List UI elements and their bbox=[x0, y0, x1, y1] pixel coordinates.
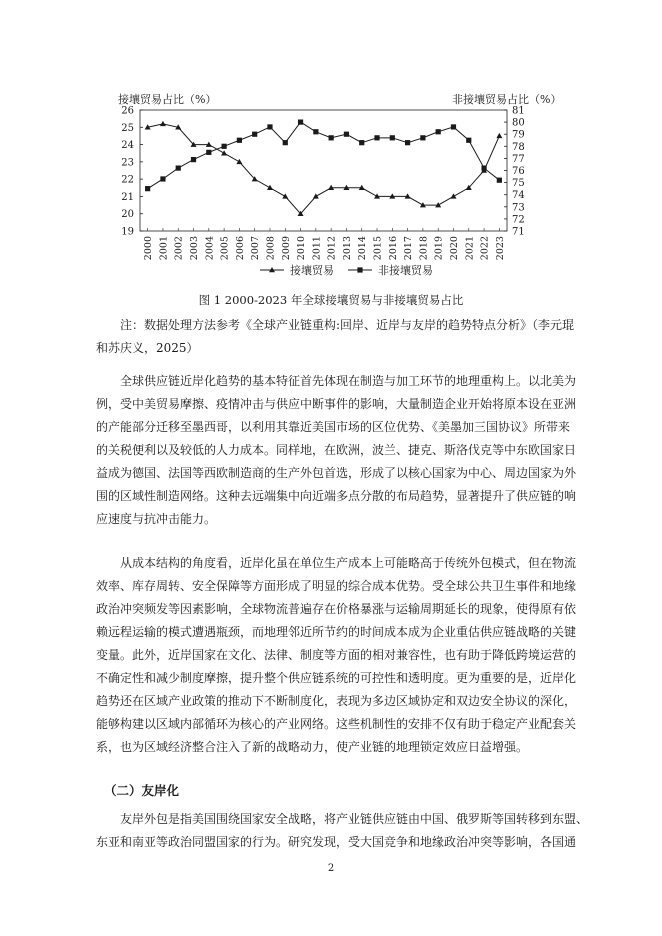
left-tick-label: 23 bbox=[121, 157, 134, 169]
data-point-triangle bbox=[450, 193, 456, 198]
data-point-square bbox=[206, 150, 211, 155]
data-point-square bbox=[298, 120, 303, 125]
right-tick-label: 73 bbox=[512, 202, 525, 214]
x-tick-label: 2000 bbox=[143, 236, 155, 261]
data-point-square bbox=[191, 157, 196, 162]
left-tick-label: 22 bbox=[121, 174, 134, 186]
data-point-square bbox=[237, 138, 242, 143]
data-point-square bbox=[466, 138, 471, 143]
right-tick-label: 75 bbox=[512, 178, 525, 190]
paragraph-line: 友岸外包是指美国围绕国家安全战略，将产业链供应链由中国、俄罗斯等国转移到东盟、 bbox=[120, 812, 589, 826]
data-point-square bbox=[451, 124, 456, 129]
right-tick-label: 80 bbox=[512, 117, 525, 129]
x-tick-label: 2007 bbox=[250, 236, 262, 261]
paragraph-line: 应速度与抗冲击能力。 bbox=[96, 512, 217, 526]
series-line-1 bbox=[148, 124, 500, 214]
right-tick-label: 79 bbox=[512, 129, 525, 141]
data-point-square bbox=[313, 129, 318, 134]
left-tick-label: 20 bbox=[121, 209, 134, 221]
data-point-square bbox=[390, 135, 395, 140]
right-axis-title: 非接壤贸易占比（%） bbox=[452, 93, 562, 106]
x-tick-label: 2020 bbox=[448, 236, 460, 261]
paragraph-line: 不确定性和减少制度摩擦，提升整个供应链系统的可控性和透明度。更为重要的是，近岸化 bbox=[96, 671, 577, 685]
paragraph-line: 的产能部分迁移至墨西哥，以利用其靠近美国市场的区位优势、《美墨加三国协议》所带来 bbox=[96, 420, 571, 434]
data-point-triangle bbox=[221, 150, 227, 155]
legend-label-1: 接壤贸易 bbox=[290, 264, 334, 277]
left-tick-label: 19 bbox=[121, 226, 134, 238]
x-tick-label: 2013 bbox=[341, 236, 353, 261]
x-tick-label: 2004 bbox=[204, 236, 216, 261]
paragraph-line: 能够构建以区域内部循环为核心的产业网络。这些机制性的安排不仅有助于稳定产业配套关 bbox=[96, 717, 577, 731]
data-point-square bbox=[267, 124, 272, 129]
note bbox=[96, 314, 575, 360]
x-tick-label: 2014 bbox=[357, 236, 369, 261]
right-tick-label: 71 bbox=[512, 226, 525, 238]
x-tick-label: 2001 bbox=[158, 236, 170, 261]
paragraph-line: 全球供应链近岸化趋势的基本特征首先体现在制造与加工环节的地理重构上。以北美为 bbox=[120, 374, 577, 388]
data-point-square bbox=[283, 140, 288, 145]
x-tick-label: 2003 bbox=[189, 236, 201, 261]
section-heading: （二）友岸化 bbox=[104, 783, 180, 798]
data-point-square bbox=[481, 165, 486, 170]
data-point-square bbox=[329, 135, 334, 140]
data-point-triangle bbox=[282, 193, 288, 198]
x-tick-label: 2002 bbox=[173, 236, 185, 261]
paragraph-line: 例，受中美贸易摩擦、疫情冲击与供应中断事件的影响，大量制造企业开始将原本设在亚洲 bbox=[96, 397, 577, 411]
paragraph-2 bbox=[96, 552, 577, 759]
data-point-square bbox=[405, 140, 410, 145]
data-point-triangle bbox=[160, 121, 166, 126]
data-point-square bbox=[222, 144, 227, 149]
data-point-square bbox=[374, 135, 379, 140]
data-point-triangle bbox=[267, 185, 273, 190]
left-tick-label: 21 bbox=[121, 191, 134, 203]
x-tick-label: 2010 bbox=[296, 236, 308, 261]
note-line: 和苏庆义，2025） bbox=[96, 341, 199, 355]
left-tick-label: 24 bbox=[121, 140, 134, 152]
paragraph-line: 变量。此外，近岸国家在文化、法律、制度等方面的相对兼容性，也有助于降低跨境运营的 bbox=[96, 648, 577, 662]
x-tick-label: 2005 bbox=[219, 236, 231, 261]
x-tick-label: 2019 bbox=[433, 236, 445, 261]
data-point-square bbox=[344, 132, 349, 137]
x-tick-label: 2008 bbox=[265, 236, 277, 261]
series-line-2 bbox=[148, 122, 500, 189]
data-point-square bbox=[176, 165, 181, 170]
x-tick-label: 2021 bbox=[464, 236, 476, 261]
data-point-square bbox=[160, 176, 165, 181]
right-tick-label: 74 bbox=[512, 190, 525, 202]
trade-share-chart bbox=[100, 82, 562, 292]
right-tick-label: 72 bbox=[512, 214, 525, 226]
data-point-triangle bbox=[236, 159, 242, 164]
data-point-square bbox=[436, 129, 441, 134]
legend-label-2: 非接壤贸易 bbox=[378, 264, 433, 277]
x-tick-label: 2011 bbox=[311, 236, 323, 261]
paragraph-3 bbox=[96, 808, 589, 854]
paragraph-line: 系，也为区域经济整合注入了新的战略动力，使产业链的地理锁定效应日益增强。 bbox=[96, 740, 529, 754]
paragraph-line: 益成为德国、法国等西欧制造商的生产外包首选，形成了以核心国家为中心、周边国家为外 bbox=[96, 466, 577, 480]
page-number: 2 bbox=[327, 863, 335, 874]
right-tick-label: 78 bbox=[512, 141, 525, 153]
paragraph-line: 政治冲突频发等因素影响，全球物流普遍存在价格暴涨与运输周期延长的现象，使得原有依 bbox=[96, 602, 577, 616]
left-axis-title: 接壤贸易占比（%） bbox=[118, 93, 217, 106]
note-line: 注：数据处理方法参考《全球产业链重构:回岸、近岸与友岸的趋势特点分析》（李元琨 bbox=[120, 318, 575, 332]
x-tick-label: 2018 bbox=[418, 236, 430, 261]
paragraph-line: 的关税便利以及较低的人力成本。同样地，在欧洲，波兰、捷克、斯洛伐克等中东欧国家日 bbox=[96, 443, 577, 457]
x-tick-label: 2006 bbox=[234, 236, 246, 261]
left-tick-label: 25 bbox=[121, 122, 134, 134]
x-tick-label: 2016 bbox=[387, 236, 399, 261]
left-tick-label: 26 bbox=[121, 105, 134, 117]
x-tick-label: 2022 bbox=[479, 236, 491, 261]
paragraph-line: 趋势还在区域产业政策的推动下不断制度化，表现为多边区域协定和双边安全协议的深化， bbox=[96, 694, 577, 708]
data-point-triangle bbox=[313, 193, 319, 198]
data-point-square bbox=[497, 178, 502, 183]
paragraph-1 bbox=[96, 370, 577, 531]
paragraph-line: 赖远程运输的模式遭遇瓶颈，而地理邻近所节约的时间成本成为企业重估供应链战略的关键 bbox=[96, 625, 577, 639]
paragraph-line: 从成本结构的角度看，近岸化虽在单位生产成本上可能略高于传统外包模式，但在物流 bbox=[120, 556, 577, 570]
data-point-square bbox=[420, 135, 425, 140]
figure-caption: 图 1 2000-2023 年全球接壤贸易与非接壤贸易占比 bbox=[198, 293, 464, 307]
paragraph-line: 围的区域性制造网络。这种去远端集中向近端多点分散的布局趋势，显著提升了供应链的响 bbox=[96, 489, 577, 503]
x-tick-label: 2012 bbox=[326, 235, 338, 261]
right-tick-label: 81 bbox=[512, 105, 525, 117]
right-tick-label: 76 bbox=[512, 166, 525, 177]
data-point-triangle bbox=[496, 133, 502, 138]
right-tick-label: 77 bbox=[512, 153, 525, 165]
data-point-square bbox=[359, 140, 364, 145]
data-point-square bbox=[145, 186, 150, 191]
legend-marker-square bbox=[357, 267, 362, 272]
x-tick-label: 2017 bbox=[403, 236, 415, 261]
paragraph-line: 效率、库存周转、安全保障等方面形成了明显的综合成本优势。受全球公共卫生事件和地缘 bbox=[96, 579, 577, 593]
paragraph-line: 东亚和南亚等政治同盟国家的行为。研究发现，受大国竞争和地缘政治冲突等影响，各国通 bbox=[96, 835, 577, 849]
data-point-square bbox=[252, 132, 257, 137]
x-tick-label: 2023 bbox=[494, 236, 506, 261]
x-tick-label: 2009 bbox=[280, 236, 292, 261]
x-tick-label: 2015 bbox=[372, 236, 384, 261]
